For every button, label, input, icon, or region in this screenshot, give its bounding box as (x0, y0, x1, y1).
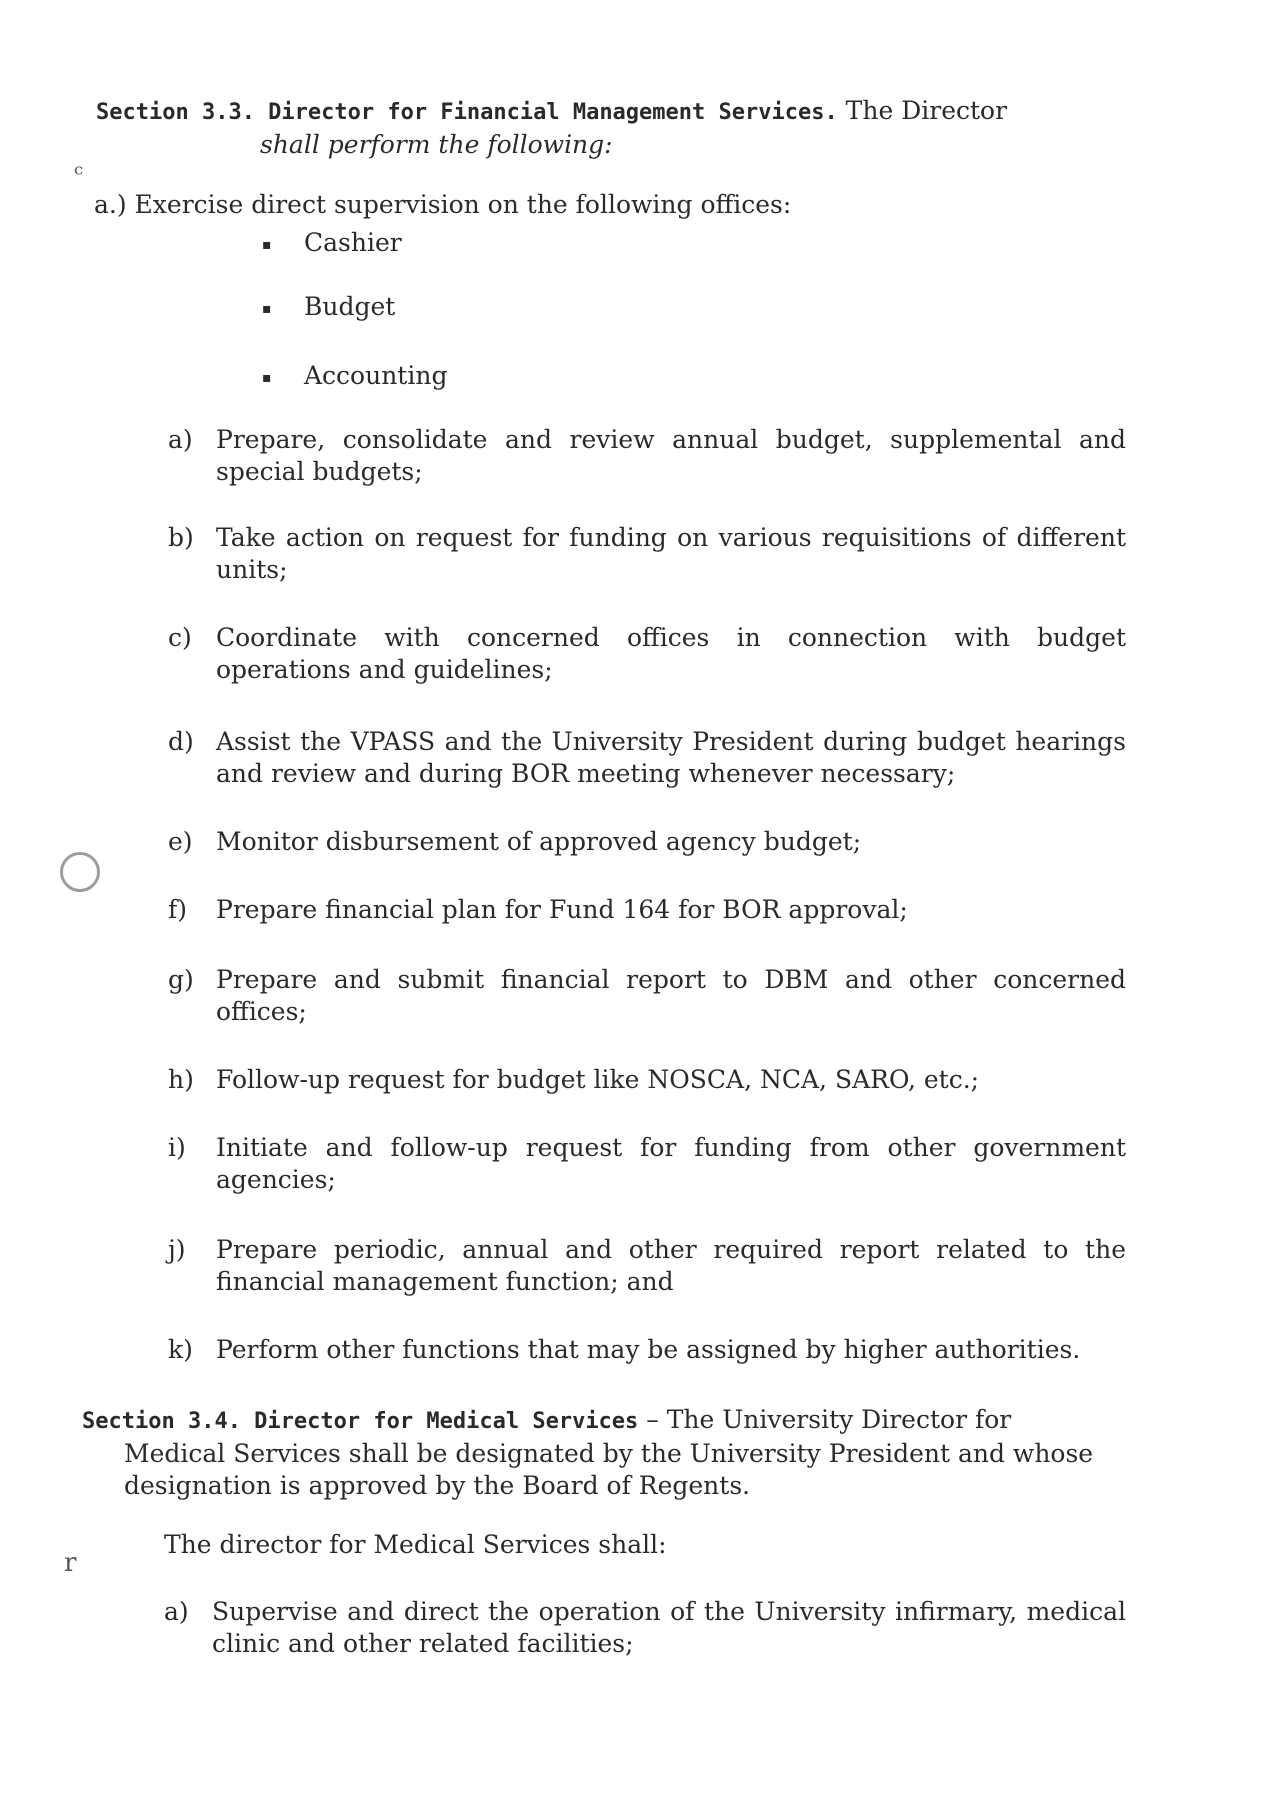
office-item-cashier (262, 228, 402, 257)
item-letter: a) (168, 425, 193, 454)
list-item (168, 1064, 1126, 1096)
item-letter: e) (168, 827, 193, 856)
list-item (168, 826, 1126, 858)
item-text: Follow-up request for budget like NOSCA, NCA, SARO, etc.; (216, 1065, 980, 1094)
item-text: Supervise and direct the operation of the University infirmary, medical clinic and other related facilities; (212, 1597, 1126, 1658)
list-item (168, 894, 1126, 926)
list-item (168, 622, 1126, 686)
item-text: Initiate and follow-up request for funding from other government agencies; (216, 1133, 1126, 1194)
section-3-4-heading (82, 1404, 1126, 1502)
item-letter: b) (168, 523, 194, 552)
item-letter: d) (168, 727, 194, 756)
item-letter: f) (168, 895, 188, 924)
list-item (168, 522, 1126, 586)
office-item-budget (262, 292, 395, 321)
section-3-4-title-rest: – The University Director for (638, 1405, 1012, 1434)
margin-mark: r (64, 1548, 77, 1578)
item-letter: h) (168, 1065, 194, 1094)
bullet-icon: ▪ (262, 236, 272, 253)
section-3-4-text: Medical Services shall be designated by the University President and whose designation is approved by the Board of Regents. (124, 1439, 1094, 1500)
item-text: Perform other functions that may be assigned by higher authorities. (216, 1335, 1081, 1364)
list-item (164, 1596, 1126, 1660)
section-3-3-title: Section 3.3. Director for Financial Management Services. (96, 100, 838, 125)
bullet-icon: ▪ (262, 300, 272, 317)
item-letter: g) (168, 965, 194, 994)
list-item (168, 1132, 1126, 1196)
item-letter: k) (168, 1335, 193, 1364)
item-text: Take action on request for funding on various requisitions of different units; (216, 523, 1126, 584)
section-3-3-title-rest: The Director (837, 96, 1008, 125)
punch-hole-mark (60, 852, 100, 892)
item-text: Prepare periodic, annual and other required report related to the financial management function; and (216, 1235, 1126, 1296)
item-text: Assist the VPASS and the University President during budget hearings and review and during BOR meeting whenever necessary; (216, 727, 1126, 788)
supervision-intro: a.) Exercise direct supervision on the following offices: (94, 190, 792, 219)
bullet-icon: ▪ (262, 369, 272, 386)
item-text: Coordinate with concerned offices in connection with budget operations and guidelines; (216, 623, 1126, 684)
item-letter: i) (168, 1133, 186, 1162)
section-3-3-subtitle: shall perform the following: (260, 130, 613, 159)
section-3-4-title: Section 3.4. Director for Medical Services (82, 1409, 639, 1434)
section-3-3-heading (96, 96, 1126, 125)
medical-intro: The director for Medical Services shall: (164, 1530, 667, 1559)
office-label: Budget (304, 292, 396, 321)
margin-mark: ᶜ (74, 160, 84, 190)
list-item (168, 1234, 1126, 1298)
item-text: Prepare, consolidate and review annual budget, supplemental and special budgets; (216, 425, 1126, 486)
item-text: Monitor disbursement of approved agency budget; (216, 827, 862, 856)
list-item (168, 1334, 1126, 1366)
list-item (168, 424, 1126, 488)
item-letter: j) (168, 1235, 186, 1264)
item-text: Prepare financial plan for Fund 164 for BOR approval; (216, 895, 908, 924)
list-item (168, 964, 1126, 1028)
item-text: Prepare and submit financial report to DBM and other concerned offices; (216, 965, 1126, 1026)
office-label: Accounting (304, 361, 448, 390)
list-item (168, 726, 1126, 790)
item-letter: a) (164, 1597, 189, 1626)
office-label: Cashier (304, 228, 402, 257)
office-item-accounting (262, 361, 447, 390)
item-letter: c) (168, 623, 192, 652)
